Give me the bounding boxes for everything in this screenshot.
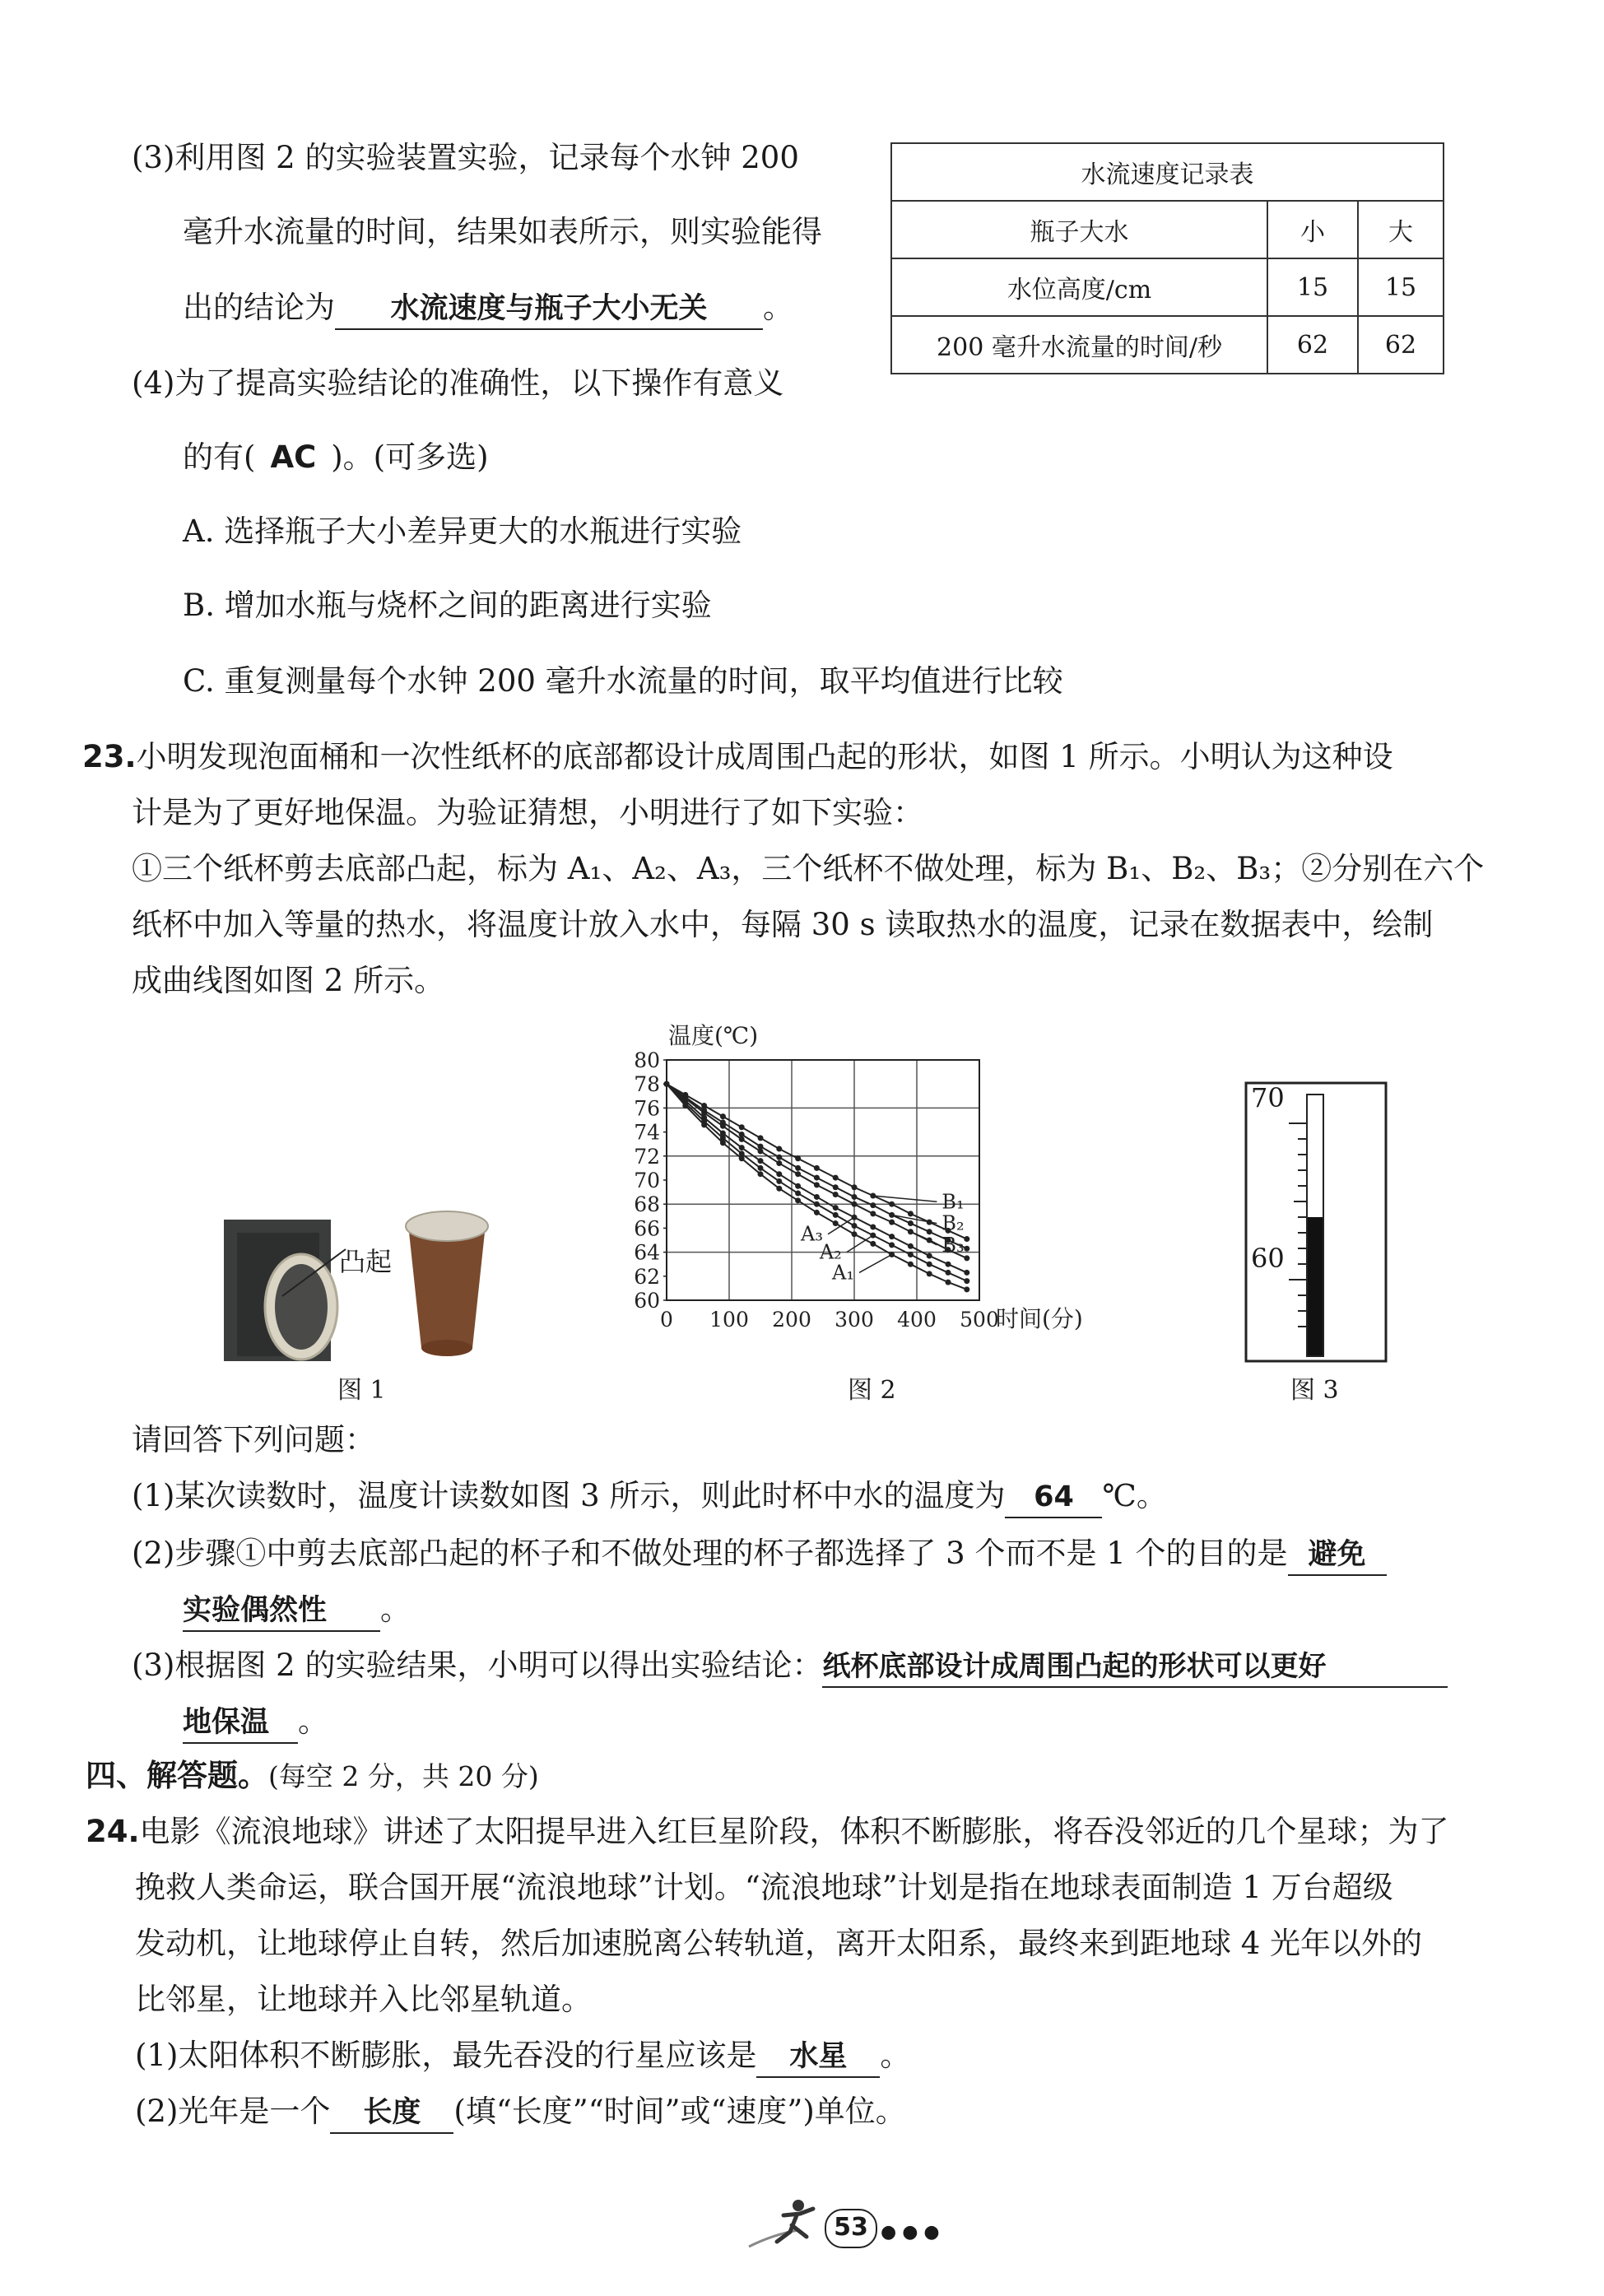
data-point [852, 1194, 858, 1200]
thermometer-label-70: 70 [1251, 1082, 1285, 1113]
q24-stem4: 比邻星，让地球并入比邻星轨道。 [135, 1982, 592, 2017]
data-point [720, 1123, 726, 1129]
q23-a1-pre: (1)某次读数时，温度计读数如图 3 所示，则此时杯中水的温度为 [132, 1478, 1006, 1513]
q23-a3-line1 [132, 1646, 1448, 1688]
x-tick-label: 100 [709, 1308, 749, 1332]
y-tick-label: 74 [634, 1120, 660, 1145]
data-point [795, 1155, 801, 1161]
thermometer-label-60: 60 [1251, 1243, 1285, 1274]
q23-a2-answer-part2[interactable]: 实验偶然性 [183, 1591, 380, 1632]
data-point [889, 1242, 895, 1248]
data-point [814, 1201, 820, 1207]
data-point [720, 1113, 726, 1119]
data-point [776, 1178, 782, 1184]
q22-p4-post: )。(可多选) [331, 439, 489, 475]
section4-title: 四、解答题。 [86, 1758, 268, 1793]
table-cell: 15 [1358, 258, 1444, 316]
q23-a1-answer[interactable]: 64 [1005, 1477, 1102, 1518]
data-point [664, 1081, 670, 1087]
table-header-cell: 小 [1267, 201, 1358, 258]
data-point [833, 1205, 839, 1211]
data-point [908, 1243, 914, 1249]
q22-p4-line2 [183, 438, 489, 477]
y-tick-label: 80 [634, 1048, 660, 1072]
q23-stem4: 纸杯中加入等量的热水，将温度计放入水中，每隔 30 s 读取热水的温度，记录在数据表中，绘制 [132, 907, 1434, 942]
footer-dots: ● ● ● [881, 2222, 940, 2243]
data-point [946, 1262, 951, 1267]
data-point [758, 1171, 764, 1177]
q23-a2-post: 。 [380, 1592, 411, 1627]
data-point [776, 1160, 782, 1166]
data-point [814, 1194, 820, 1200]
figure1-cups [221, 1210, 500, 1366]
data-point [852, 1201, 858, 1207]
data-point [908, 1252, 914, 1257]
data-point [739, 1136, 745, 1142]
data-point [927, 1271, 932, 1276]
data-point [908, 1211, 914, 1216]
q22-option-a: A. 选择瓶子大小差异更大的水瓶进行实验 [183, 514, 742, 549]
paper-cup [408, 1225, 486, 1348]
y-axis-label: 温度(℃) [668, 1022, 759, 1049]
data-point [720, 1140, 726, 1146]
q24-a1-answer[interactable]: 水星 [756, 2037, 880, 2078]
y-tick-label: 64 [634, 1240, 660, 1265]
q24-a1 [135, 2036, 910, 2078]
q23-number: 23. [82, 739, 137, 774]
y-tick-label: 62 [634, 1264, 660, 1289]
data-point [964, 1278, 969, 1284]
data-point [776, 1186, 782, 1192]
q22-p3-line1: (3)利用图 2 的实验装置实验，记录每个水钟 200 [132, 140, 799, 175]
q22-p3-answer[interactable]: 水流速度与瓶子大小无关 [335, 289, 763, 330]
table-header-cell: 大 [1358, 201, 1444, 258]
q23-a3-line2 [183, 1702, 328, 1744]
data-point [814, 1210, 820, 1215]
page-number: 53 [825, 2209, 877, 2248]
q22-option-b: B. 增加水瓶与烧杯之间的距离进行实验 [183, 588, 712, 623]
q24-a2-pre: (2)光年是一个 [135, 2094, 331, 2129]
data-point [795, 1171, 801, 1177]
data-point [964, 1236, 969, 1242]
figure3-thermometer [1241, 1078, 1391, 1366]
y-tick-label: 72 [634, 1144, 660, 1169]
q24-stem1: 电影《流浪地球》讲述了太阳提早进入红巨星阶段，体积不断膨胀，将吞没邻近的几个星球；为了 [139, 1814, 1449, 1849]
legend-label: B₂ [941, 1211, 965, 1235]
x-tick-label: 200 [772, 1308, 811, 1332]
water-flow-table [890, 142, 1444, 374]
data-point [795, 1197, 801, 1203]
q23-a3-post: 。 [298, 1703, 328, 1739]
table-title: 水流速度记录表 [891, 143, 1444, 201]
data-point [739, 1145, 745, 1150]
q23-a2-line2 [183, 1590, 411, 1632]
q23-a1-post: ℃。 [1102, 1478, 1167, 1513]
q22-option-c: C. 重复测量每个水钟 200 毫升水流量的时间，取平均值进行比较 [183, 663, 1063, 699]
q24-stem2: 挽救人类命运，联合国开展“流浪地球”计划。“流浪地球”计划是指在地球表面制造 1 万台超级 [135, 1870, 1393, 1905]
table-cell: 200 毫升水流量的时间/秒 [891, 316, 1267, 374]
data-point [927, 1262, 932, 1267]
thermometer-liquid [1308, 1217, 1323, 1355]
data-point [927, 1253, 932, 1258]
y-tick-label: 78 [634, 1072, 660, 1097]
data-point [758, 1165, 764, 1171]
data-point [739, 1124, 745, 1130]
table-cell: 水位高度/cm [891, 258, 1267, 316]
data-point [795, 1165, 801, 1171]
runner-logo-icon [741, 2189, 823, 2255]
data-point [852, 1223, 858, 1229]
q24-a2-post: (填“长度”“时间”或“速度”)单位。 [453, 2094, 906, 2129]
q22-p3-line3 [183, 288, 793, 330]
q23-a3-pre: (3)根据图 2 的实验结果，小明可以得出实验结论： [132, 1648, 823, 1683]
data-point [889, 1201, 895, 1207]
q23-a3-answer-part1[interactable]: 纸杯底部设计成周围凸起的形状可以更好 [822, 1647, 1448, 1688]
fig3-caption: 图 3 [1290, 1376, 1339, 1405]
data-point [908, 1220, 914, 1226]
y-tick-label: 68 [634, 1192, 660, 1217]
q23-a2-line1 [132, 1534, 1387, 1576]
fig1-protrusion-label: 凸起 [339, 1246, 393, 1277]
legend-label: A₃ [801, 1222, 823, 1246]
q24-line1 [86, 1812, 1449, 1852]
x-axis-label: 时间(分) [996, 1305, 1083, 1332]
data-point [776, 1171, 782, 1177]
q22-p4-answer[interactable]: AC [270, 439, 317, 475]
section4-heading [86, 1756, 539, 1796]
data-point [814, 1165, 820, 1171]
data-point [833, 1220, 839, 1226]
data-point [776, 1155, 782, 1160]
data-point [870, 1211, 876, 1216]
x-tick-label: 400 [897, 1308, 937, 1332]
fig1-caption: 图 1 [337, 1376, 386, 1405]
legend-label: A₁ [832, 1261, 854, 1285]
q23-stem5: 成曲线图如图 2 所示。 [132, 963, 445, 998]
fig2-caption: 图 2 [848, 1376, 896, 1405]
q23-stem2: 计是为了更好地保温。为验证猜想，小明进行了如下实验： [132, 795, 923, 830]
q23-stem1: 小明发现泡面桶和一次性纸杯的底部都设计成周围凸起的形状，如图 1 所示。小明认为这种设 [136, 739, 1393, 774]
data-point [701, 1122, 707, 1127]
data-point [795, 1183, 801, 1189]
q23-ask: 请回答下列问题： [132, 1422, 375, 1457]
data-point [739, 1155, 745, 1161]
data-point [852, 1231, 858, 1237]
y-tick-label: 60 [634, 1289, 660, 1313]
data-point [964, 1286, 969, 1292]
q24-a2-answer[interactable]: 长度 [330, 2093, 453, 2134]
q23-a2-pre: (2)步骤①中剪去底部凸起的杯子和不做处理的杯子都选择了 3 个而不是 1 个的目的是 [132, 1536, 1288, 1571]
data-point [833, 1184, 839, 1190]
table-header-cell: 瓶子大水 [891, 201, 1267, 258]
table-cell: 62 [1267, 316, 1358, 374]
legend-label: B₃ [941, 1233, 965, 1257]
x-tick-label: 0 [660, 1308, 673, 1332]
data-point [776, 1146, 782, 1152]
table-cell: 15 [1267, 258, 1358, 316]
q23-stem3: ①三个纸杯剪去底部凸起，标为 A₁、A₂、A₃，三个纸杯不做处理，标为 B₁、B₂、B₃；②分别在六个 [132, 851, 1485, 886]
data-point [946, 1280, 951, 1285]
data-point [946, 1270, 951, 1276]
legend-label: B₁ [941, 1190, 965, 1214]
data-point [833, 1192, 839, 1197]
data-point [833, 1212, 839, 1218]
q22-p3-line2: 毫升水流量的时间，结果如表所示，则实验能得 [183, 214, 822, 249]
data-point [814, 1175, 820, 1181]
q24-a1-post: 。 [880, 2038, 911, 2073]
data-point [682, 1103, 688, 1108]
q22-p3-post: 。 [763, 290, 793, 325]
q23-a1 [132, 1476, 1167, 1518]
data-point [852, 1184, 858, 1190]
data-point [964, 1270, 969, 1276]
data-point [814, 1182, 820, 1188]
q22-p4-pre: 的有( [183, 439, 256, 475]
q23-a2-answer-part1[interactable]: 避免 [1288, 1535, 1387, 1576]
data-point [908, 1262, 914, 1267]
y-tick-label: 70 [634, 1169, 660, 1192]
data-point [889, 1220, 895, 1225]
q22-p4-line1: (4)为了提高实验结论的准确性，以下操作有意义 [132, 365, 784, 401]
data-point [833, 1175, 839, 1181]
x-tick-label: 300 [835, 1308, 874, 1332]
series-line-1 [667, 1084, 967, 1239]
y-tick-label: 76 [634, 1096, 660, 1121]
q24-a2 [135, 2092, 906, 2134]
data-point [927, 1229, 932, 1234]
q23-a3-answer-part2[interactable]: 地保温 [183, 1703, 298, 1744]
data-point [964, 1255, 969, 1261]
data-point [758, 1158, 764, 1164]
data-point [795, 1191, 801, 1197]
q24-stem3: 发动机，让地球停止自转，然后加速脱离公转轨道，离开太阳系，最终来到距地球 4 光年以外的 [135, 1926, 1423, 1961]
x-tick-label: 500 [960, 1308, 999, 1332]
data-point [870, 1224, 876, 1229]
q22-p3-pre: 出的结论为 [183, 290, 335, 325]
legend-label: A₂ [819, 1240, 842, 1264]
data-point [758, 1135, 764, 1141]
data-point [870, 1241, 876, 1247]
section4-note: (每空 2 分，共 20 分) [268, 1760, 539, 1792]
q23-line1 [82, 737, 1393, 777]
figure2-temperature-chart [609, 1012, 1136, 1374]
legend-leader-line [859, 1255, 892, 1273]
data-point [758, 1148, 764, 1154]
q24-a1-pre: (1)太阳体积不断膨胀，最先吞没的行星应该是 [135, 2038, 757, 2073]
data-point [964, 1246, 969, 1252]
q24-number: 24. [86, 1814, 140, 1849]
y-tick-label: 66 [634, 1216, 660, 1241]
data-point [889, 1234, 895, 1239]
table-cell: 62 [1358, 316, 1444, 374]
data-point [870, 1202, 876, 1208]
